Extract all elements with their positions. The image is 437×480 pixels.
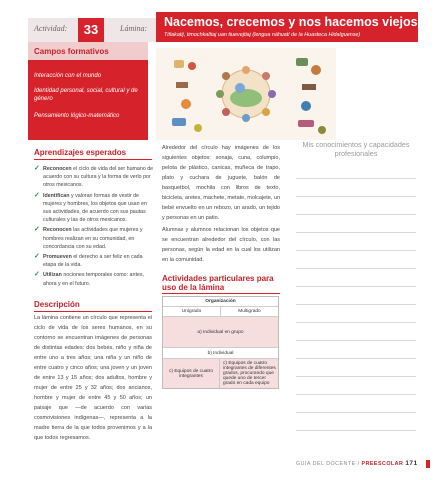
- note-line: [296, 376, 416, 377]
- note-line: [296, 214, 416, 215]
- table-row: [163, 307, 278, 317]
- table-title: Organización: [205, 299, 236, 304]
- activity-box: [28, 18, 156, 42]
- note-line: [296, 394, 416, 395]
- note-line: [296, 250, 416, 251]
- organization-table: [162, 296, 279, 389]
- note-line: [296, 268, 416, 269]
- objects-paragraph: Alrededor del círculo hay imágenes de los siguientes objetos: sonaja, cuna, columpio, pelota de plástico, canicas, muñeca de trapo, plato y cuchara de juguete, balón de basquetbol, mochila con libros de texto, bicicleta, aretes, machete, metate, molcajete, un bebé envuelto en un rebozo, un arado, un tejido y personas en un patio.: [162, 145, 281, 221]
- footer-mark: [426, 460, 430, 468]
- table-row: [163, 348, 278, 359]
- note-line: [296, 304, 416, 305]
- note-line: [296, 178, 416, 179]
- guide-label: GUÍA DEL DOCENTE: [296, 461, 356, 467]
- page-subtitle: Titlakatij, timochkaltiaj uan tiuevejtiaj (lengua náhuatl de la Huasteca Hidalguense): [164, 32, 361, 38]
- title-underline: [34, 159, 152, 160]
- footer-separator: /: [355, 461, 362, 467]
- note-line: [296, 358, 416, 359]
- table-row: [163, 359, 278, 388]
- table-header: Unigrado: [163, 307, 221, 316]
- relation-paragraph: Alumnas y alumnos relacionan los objetos que se encuentran alrededor del círculo, con las personas, según la edad en la cual los utilizan en la comunidad.: [162, 227, 280, 263]
- expected-learning-title: Aprendizajes esperados: [34, 148, 127, 157]
- table-cell: a) Individual en grupo: [197, 329, 244, 335]
- notes-column: [296, 140, 416, 440]
- life-cycle-image: [156, 48, 336, 140]
- check-icon: ✓: [34, 165, 40, 172]
- expected-learning-list: [34, 165, 154, 290]
- formative-fields-box: [28, 42, 148, 140]
- field-item: Pensamiento lógico-matemático: [34, 113, 120, 119]
- list-item: ✓ Promueven el derecho a ser feliz en cada etapa de la vida.: [34, 253, 143, 269]
- note-line: [296, 196, 416, 197]
- page-number: 171: [405, 460, 418, 467]
- level-label: PREESCOLAR: [361, 461, 404, 467]
- activity-label: Actividad:: [34, 24, 68, 33]
- page-header: [0, 0, 437, 42]
- check-icon: ✓: [34, 191, 40, 199]
- table-cell: c) Equipos de cuatro integrantes de diferentes grados, procurando que quede uno de tercer grado en cada equipo: [223, 361, 276, 386]
- check-icon: ✓: [34, 226, 40, 234]
- note-line: [296, 286, 416, 287]
- description-text: La lámina contiene un círculo que representa el ciclo de vida de los seres humanos, en su contorno se encuentran imágenes de personas de distintas edades: dos bebés, niño y niña de entre uno a tres años; una niña y un niño de entre cuatro y cinco años; una joven y un joven de entre 13 y 15 años; dos adultos, hombre y mujer de entre 25 y 32 años; dos ancianos, hombre y mujer de entre 45 y 50 años; un paisaje que —de acuerdo con varias cosmovisiones indígenas—, representa a la madre tierra de la que todos provenimos y a la que todos regresamos.: [34, 315, 152, 441]
- plate-illustration: [156, 48, 336, 140]
- note-line: [296, 412, 416, 413]
- formative-fields-heading: Campos formativos: [28, 42, 148, 60]
- description-title: Descripción: [34, 300, 80, 309]
- note-line: [296, 340, 416, 341]
- page-footer: [296, 460, 418, 467]
- note-line: [296, 322, 416, 323]
- list-item: ✓ Reconocen el ciclo de vida del ser humano de acuerdo con su cultura y la forma de verlo por otros mexicanos.: [34, 165, 154, 189]
- notes-title: Mis conocimientos y capacidades profesionales: [302, 140, 410, 158]
- table-row: [163, 297, 278, 307]
- activities-title: Actividades particulares para uso de la lámina: [162, 274, 274, 292]
- field-item: Interacción con el mundo: [34, 73, 102, 79]
- table-header: Multigrado: [238, 309, 261, 314]
- note-line: [296, 232, 416, 233]
- title-underline: [162, 293, 280, 294]
- list-item: ✓ Utilizan nociones temporales como: antes, ahora y en el futuro.: [34, 271, 144, 287]
- title-underline: [34, 311, 152, 312]
- title-banner: [156, 12, 418, 42]
- table-cell: b) Individual: [207, 350, 234, 356]
- check-icon: ✓: [34, 253, 40, 261]
- table-row: [163, 317, 278, 348]
- plate-label: Lámina:: [120, 24, 148, 33]
- page-title: Nacemos, crecemos y nos hacemos viejos: [164, 15, 418, 29]
- activity-number: 33: [78, 18, 104, 42]
- check-icon: ✓: [34, 271, 40, 279]
- note-line: [296, 430, 416, 431]
- field-item: Identidad personal, social, cultural y de género: [34, 88, 138, 102]
- list-item: ✓ Reconocen las actividades que mujeres y hombres realizan en su comunidad, en concordancia con su edad.: [34, 226, 143, 250]
- list-item: ✓ Identifican y valoran formas de vestir de mujeres y hombres, los objetos que usan en sus actividades, de acuerdo con sus pautas culturales y las de otros mexicanos.: [34, 191, 147, 224]
- table-cell: c) Equipos de cuatro integrantes: [163, 359, 220, 388]
